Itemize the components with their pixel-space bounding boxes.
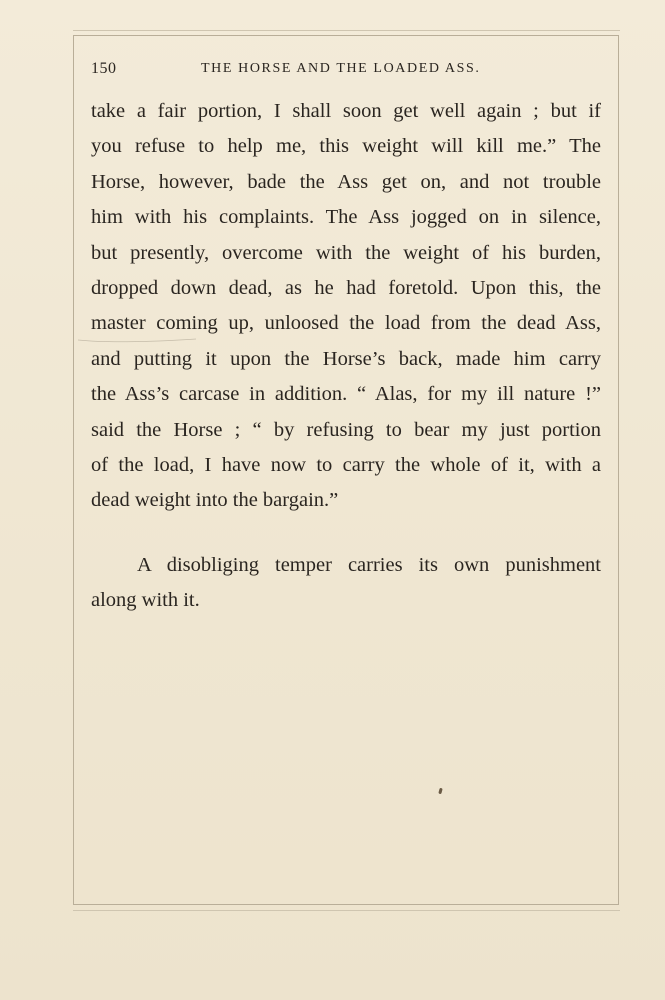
running-head: THE HORSE AND THE LOADED ASS. xyxy=(201,61,481,76)
fable-moral xyxy=(91,548,601,619)
text-line: master coming up, unloosed the load from the dead Ass, xyxy=(91,312,601,335)
text-line: take a fair portion, I shall soon get well again ; but if xyxy=(91,100,601,122)
page-number: 150 xyxy=(91,60,117,77)
text-line: the Ass’s carcase in addition. “ Alas, for my ill nature !” xyxy=(91,383,601,406)
paper-crease-mark xyxy=(78,338,198,348)
text-line: dropped down dead, as he had foretold. Upon this, the xyxy=(91,276,601,299)
text-line: but presently, overcome with the weight of his burden, xyxy=(91,241,601,264)
text-line: of the load, I have now to carry the whole of it, with a xyxy=(91,453,601,476)
text-line: you refuse to help me, this weight will kill me.” The xyxy=(91,135,601,158)
text-line: Horse, however, bade the Ass get on, and not trouble xyxy=(91,170,601,193)
text-line: and putting it upon the Horse’s back, made him carry xyxy=(91,347,601,370)
moral-line: A disobliging temper carries its own punishment xyxy=(137,554,601,576)
page-rule-bottom xyxy=(73,910,620,911)
fable-text xyxy=(91,94,601,519)
text-line: said the Horse ; “ by refusing to bear my just portion xyxy=(91,418,601,441)
moral-line: along with it. xyxy=(91,589,200,612)
page-rule-top xyxy=(73,30,620,31)
page-header xyxy=(91,60,601,82)
text-line: him with his complaints. The Ass jogged on in silence, xyxy=(91,206,601,229)
text-line: dead weight into the bargain.” xyxy=(91,489,339,512)
